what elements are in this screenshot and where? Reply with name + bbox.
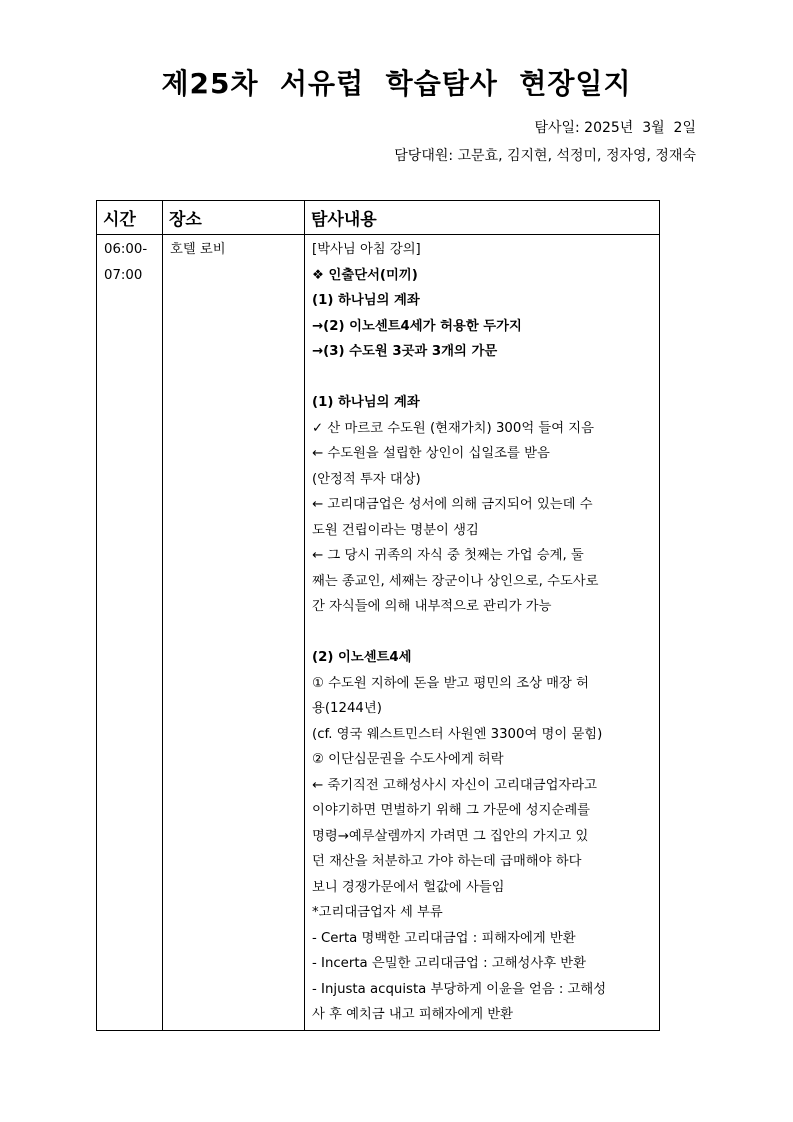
content-line: - Certa 명백한 고리대금업 : 피해자에게 반환 bbox=[312, 930, 576, 946]
time-cell bbox=[97, 235, 163, 1031]
content-line: 사 후 예치금 내고 피해자에게 반환 bbox=[312, 1007, 513, 1022]
content-line: *고리대금업자 세 부류 bbox=[312, 905, 443, 920]
content-line: ② 이단심문권을 수도사에게 허락 bbox=[312, 752, 504, 767]
content-line: ← 그 당시 귀족의 자식 중 첫째는 가업 승계, 둘 bbox=[312, 548, 584, 563]
content-line: ❖ 인출단서(미끼) bbox=[312, 267, 418, 283]
content-line: - Incerta 은밀한 고리대금업 : 고해성사후 반환 bbox=[312, 956, 586, 971]
content-line: 명령→예루살렘까지 가려면 그 집안의 가지고 있 bbox=[312, 828, 589, 844]
content-line: [박사님 아침 강의] bbox=[312, 242, 421, 257]
content-line: ← 고리대금업은 성서에 의해 금지되어 있는데 수 bbox=[312, 497, 593, 512]
content-line: 던 재산을 처분하고 가야 하는데 급매해야 하다 bbox=[312, 854, 582, 869]
content-line: 보니 경쟁가문에서 헐값에 사들임 bbox=[312, 879, 505, 895]
header-time: 시간 bbox=[97, 201, 163, 235]
content-line: ← 수도원을 설립한 상인이 십일조를 받음 bbox=[312, 446, 550, 461]
content-line: - Injusta acquista 부당하게 이윤을 얻음 : 고해성 bbox=[312, 981, 607, 997]
place-text: 호텔 로비 bbox=[170, 242, 226, 257]
content-line: ① 수도원 지하에 돈을 받고 평민의 조상 매장 허 bbox=[312, 675, 589, 691]
header-place: 장소 bbox=[163, 201, 305, 235]
place-cell bbox=[163, 235, 305, 1031]
field-log-table bbox=[96, 200, 660, 1031]
content-line: (cf. 영국 웨스트민스터 사원엔 3300여 명이 묻힘) bbox=[312, 726, 603, 742]
content-line: 간 자식들에 의해 내부적으로 관리가 가능 bbox=[312, 599, 552, 614]
content-line: (안정적 투자 대상) bbox=[312, 471, 421, 487]
content-line: →(2) 이노센트4세가 허용한 두가지 bbox=[312, 318, 522, 334]
content-line: (1) 하나님의 계좌 bbox=[312, 395, 420, 410]
time-start: 06:00- bbox=[104, 242, 148, 257]
content-line: →(3) 수도원 3곳과 3개의 가문 bbox=[312, 344, 498, 359]
survey-date: 탐사일: 2025년 3월 2일 bbox=[534, 120, 696, 136]
document-title: 제25차 서유럽 학습탐사 현장일지 bbox=[161, 67, 632, 100]
content-line: (1) 하나님의 계좌 bbox=[312, 293, 420, 308]
team-members: 담당대원: 고문효, 김지현, 석정미, 정자영, 정재숙 bbox=[394, 148, 696, 164]
content-line bbox=[312, 620, 653, 646]
table-row bbox=[97, 235, 660, 1031]
table-header-row bbox=[97, 201, 660, 235]
content-line: ✓ 산 마르코 수도원 (현재가치) 300억 들여 지음 bbox=[312, 420, 594, 436]
content-line: 용(1244년) bbox=[312, 701, 382, 716]
content-line bbox=[312, 365, 653, 391]
header-content: 탐사내용 bbox=[305, 201, 660, 235]
content-line: 이야기하면 면벌하기 위해 그 가문에 성지순례를 bbox=[312, 803, 591, 818]
content-line: 째는 종교인, 세째는 장군이나 상인으로, 수도사로 bbox=[312, 573, 599, 589]
content-line: (2) 이노센트4세 bbox=[312, 650, 412, 665]
content-line: ← 죽기직전 고해성사시 자신이 고리대금업자라고 bbox=[312, 777, 597, 793]
content-cell bbox=[305, 235, 660, 1031]
time-end: 07:00 bbox=[104, 267, 143, 283]
content-line: 도원 건립이라는 명분이 생김 bbox=[312, 522, 479, 538]
